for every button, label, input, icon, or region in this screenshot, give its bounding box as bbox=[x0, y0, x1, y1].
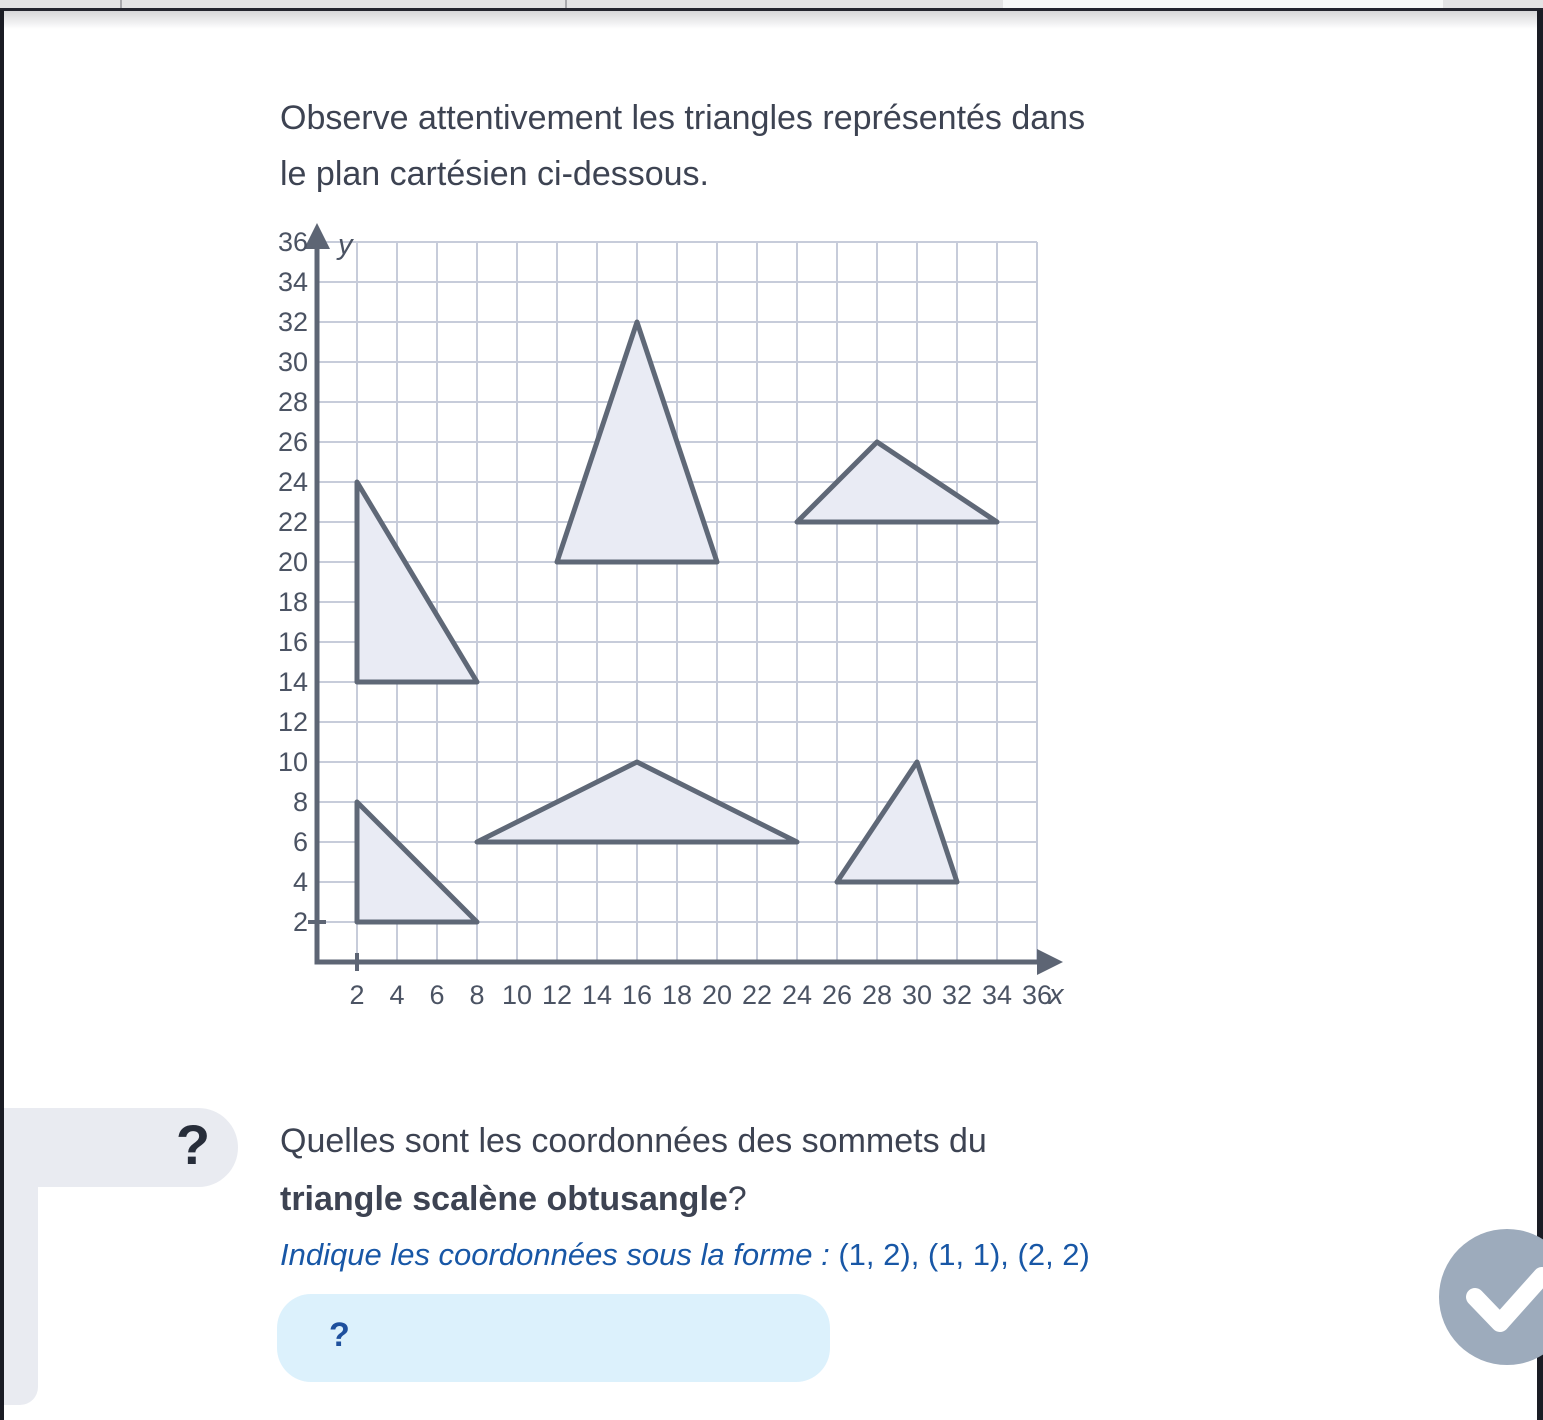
y-tick-label: 26 bbox=[277, 427, 308, 457]
cartesian-plane bbox=[270, 222, 1070, 1022]
answer-placeholder: ? bbox=[329, 1316, 350, 1354]
x-tick-label: 2 bbox=[349, 980, 365, 1010]
y-tick-label: 8 bbox=[292, 787, 308, 817]
y-tick-label: 34 bbox=[277, 267, 308, 297]
y-tick-label: 24 bbox=[277, 467, 308, 497]
x-tick-label: 24 bbox=[781, 980, 813, 1010]
instruction-line-1: Observe attentivement les triangles représentés dans bbox=[280, 99, 1086, 137]
question-text-emphasis: triangle scalène obtusangle bbox=[280, 1180, 728, 1218]
y-tick-label: 36 bbox=[277, 227, 308, 257]
y-tick-label: 30 bbox=[277, 347, 308, 377]
x-tick-label: 26 bbox=[821, 980, 853, 1010]
y-tick-label: 28 bbox=[277, 387, 308, 417]
x-tick-label: 20 bbox=[701, 980, 733, 1010]
instruction-text bbox=[280, 90, 1280, 202]
y-tick-label: 16 bbox=[277, 627, 308, 657]
x-tick-label: 16 bbox=[621, 980, 653, 1010]
x-tick-label: 4 bbox=[389, 980, 405, 1010]
y-tick-label: 32 bbox=[277, 307, 308, 337]
x-tick-label: 18 bbox=[661, 980, 693, 1010]
x-axis-label: x bbox=[1049, 979, 1064, 1011]
y-tick-label: 20 bbox=[277, 547, 308, 577]
x-axis-arrow-icon bbox=[1037, 949, 1063, 975]
answer-input[interactable] bbox=[277, 1294, 830, 1382]
tab-divider bbox=[120, 0, 122, 8]
question-mark-icon: ? bbox=[175, 1113, 211, 1176]
triangle bbox=[837, 762, 957, 882]
y-axis-label: y bbox=[338, 229, 353, 261]
browser-active-tab bbox=[1003, 0, 1443, 8]
triangle bbox=[357, 802, 477, 922]
page-right-border bbox=[1537, 10, 1543, 1420]
y-tick-label: 6 bbox=[292, 827, 308, 857]
y-tick-label: 2 bbox=[292, 907, 308, 937]
browser-tab-strip bbox=[0, 0, 1543, 8]
question-text-suffix: ? bbox=[727, 1180, 747, 1218]
x-tick-label: 28 bbox=[861, 980, 893, 1010]
question-text-line1: Quelles sont les coordonnées des sommets du bbox=[280, 1122, 987, 1160]
check-icon bbox=[1439, 1229, 1543, 1365]
y-tick-label: 14 bbox=[277, 667, 308, 697]
hint-example: (1, 2), (1, 1), (2, 2) bbox=[838, 1237, 1090, 1272]
x-tick-label: 32 bbox=[941, 980, 973, 1010]
question-hint bbox=[280, 1237, 1090, 1273]
x-tick-label: 6 bbox=[429, 980, 445, 1010]
hint-label: Indique les coordonnées sous la forme : bbox=[280, 1237, 839, 1272]
y-tick-label: 22 bbox=[277, 507, 308, 537]
x-tick-label: 30 bbox=[901, 980, 933, 1010]
validate-button[interactable] bbox=[1439, 1229, 1543, 1365]
x-tick-label: 8 bbox=[469, 980, 485, 1010]
x-tick-label: 14 bbox=[581, 980, 613, 1010]
x-tick-label: 36 bbox=[1021, 980, 1053, 1010]
y-tick-label: 18 bbox=[277, 587, 308, 617]
y-tick-label: 10 bbox=[277, 747, 308, 777]
x-tick-label: 10 bbox=[501, 980, 533, 1010]
triangle bbox=[357, 482, 477, 682]
y-tick-label: 12 bbox=[277, 707, 308, 737]
tab-divider bbox=[565, 0, 567, 8]
y-tick-label: 4 bbox=[292, 867, 308, 897]
question-text-line2 bbox=[280, 1180, 747, 1219]
page-top-shadow bbox=[0, 11, 1543, 29]
x-tick-label: 34 bbox=[981, 980, 1013, 1010]
instruction-line-2: le plan cartésien ci-dessous. bbox=[280, 155, 710, 193]
x-tick-label: 12 bbox=[541, 980, 573, 1010]
x-tick-label: 22 bbox=[741, 980, 773, 1010]
